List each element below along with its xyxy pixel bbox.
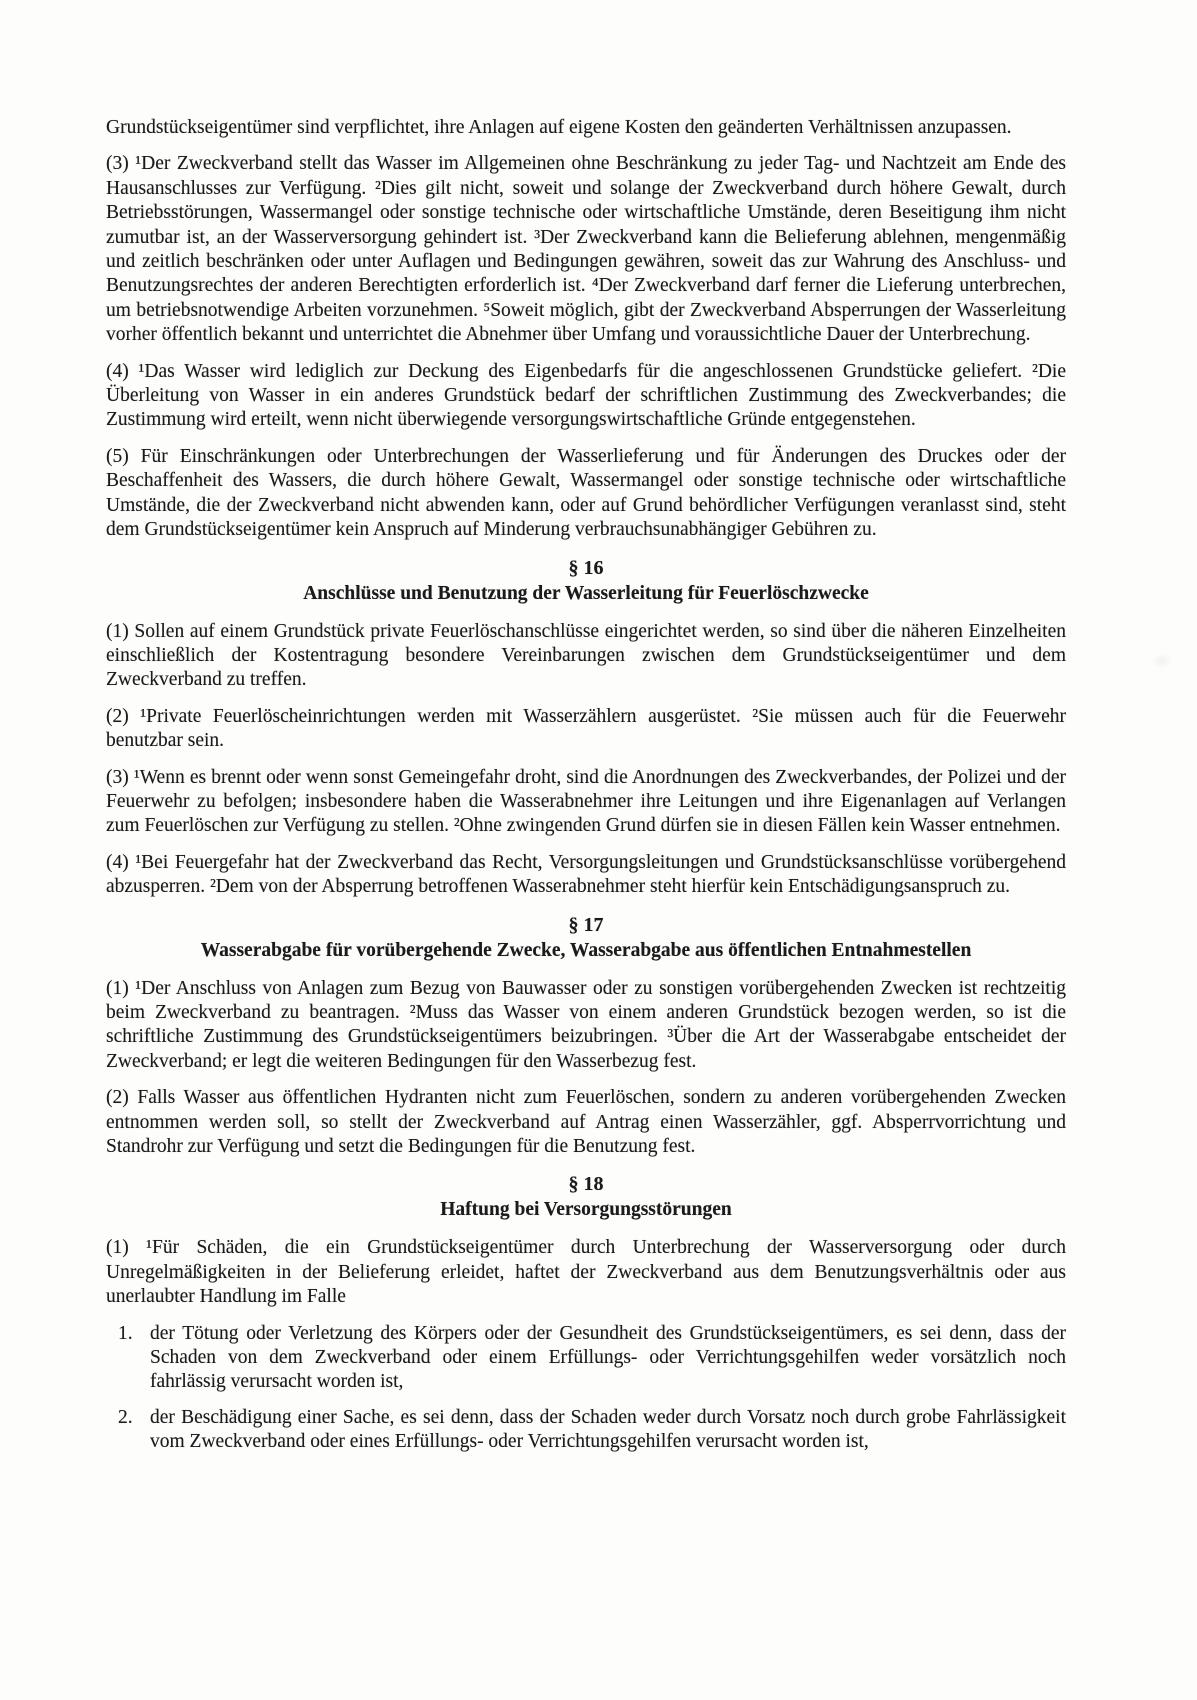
section-18-number: § 18: [568, 1173, 604, 1196]
section-16-paragraph-4: (4) ¹Bei Feuergefahr hat der Zweckverband das Recht, Versorgungsleitungen und Grundstücksanschlüsse vorübergehend abzusperren. ²Dem von der Absperrung betroffenen Wasserabnehmer steht hierfür kein Entschädigungsanspruch zu.: [106, 851, 1066, 898]
section-18-title: Haftung bei Versorgungsstörungen: [440, 1199, 732, 1221]
document-content: [106, 116, 1066, 1466]
list-item-marker: 1.: [118, 1322, 133, 1344]
section-16-paragraph-3: (3) ¹Wenn es brennt oder wenn sonst Gemeingefahr droht, sind die Anordnungen des Zweckverbandes, der Polizei und der Feuerwehr zu befolgen; insbesondere haben die Wasserabnehmer ihre Leitungen und ihre Eigenanlagen auf Verlangen zum Feuerlöschen zur Verfügung zu stellen. ²Ohne zwingenden Grund dürfen sie in diesen Fällen kein Wasser entnehmen.: [106, 766, 1066, 837]
section-17-number: § 17: [568, 913, 604, 936]
section-18-paragraph-1: (1) ¹Für Schäden, die ein Grundstückseigentümer durch Unterbrechung der Wasserversorgung oder durch Unregelmäßigkeiten in der Belieferung erleidet, haftet der Zweckverband aus dem Benutzungsverhältnis oder aus unerlaubter Handlung im Falle: [106, 1237, 1066, 1308]
scan-smudge-artifact: [1148, 650, 1176, 672]
section-16-number: § 16: [568, 556, 604, 579]
section-16-paragraph-1: (1) Sollen auf einem Grundstück private Feuerlöschanschlüsse eingerichtet werden, so sind über die näheren Einzelheiten einschließlich der Kostentragung besondere Vereinbarungen zwischen dem Grundstückseigentümer und dem Zweckverband zu treffen.: [106, 620, 1066, 691]
paragraph-5: (5) Für Einschränkungen oder Unterbrechungen der Wasserlieferung und für Änderungen des Druckes oder der Beschaffenheit des Wassers, die durch höhere Gewalt, Wassermangel oder sonstige technische oder wirtschaftliche Umstände, die der Zweckverband nicht abwenden kann, oder auf Grund behördlicher Verfügungen veranlasst sind, steht dem Grundstückseigentümer kein Anspruch auf Minderung verbrauchsunabhängiger Gebühren zu.: [106, 445, 1066, 541]
paragraph-4: (4) ¹Das Wasser wird lediglich zur Deckung des Eigenbedarfs für die angeschlossenen Grundstücke geliefert. ²Die Überleitung von Wasser in ein anderes Grundstück bedarf der schriftlichen Zustimmung des Zweckverbandes; die Zustimmung wird erteilt, wenn nicht überwiegende versorgungswirtschaftliche Gründe entgegenstehen.: [106, 360, 1066, 431]
section-17-paragraph-1: (1) ¹Der Anschluss von Anlagen zum Bezug von Bauwasser oder zu sonstigen vorübergehenden Zwecken ist rechtzeitig beim Zweckverband zu beantragen. ²Muss das Wasser von einem anderen Grundstück bezogen werden, so ist die schriftliche Zustimmung des Grundstückseigentümers beizubringen. ³Über die Art der Wasserabgabe entscheidet der Zweckverband; er legt die weiteren Bedingungen für den Wasserbezug fest.: [106, 977, 1066, 1072]
section-17-title: Wasserabgabe für vorübergehende Zwecke, Wasserabgabe aus öffentlichen Entnahmestellen: [200, 939, 972, 961]
list-item: [106, 1406, 1066, 1454]
intro-paragraph: Grundstückseigentümer sind verpflichtet, ihre Anlagen auf eigene Kosten den geänderten Verhältnissen anzupassen.: [106, 117, 1012, 138]
section-16-heading: [106, 555, 1066, 607]
section-18-heading: [106, 1171, 1066, 1223]
list-item-text: der Tötung oder Verletzung des Körpers oder der Gesundheit des Grundstückseigentümers, es sei denn, dass der Schaden von dem Zweckverband oder einem Erfüllungs- oder Verrichtungsgehilfen weder vorsätzlich noch fahrlässig verursacht worden ist,: [150, 1322, 1066, 1392]
section-18-numbered-list: [106, 1322, 1066, 1454]
list-item-marker: 2.: [118, 1406, 133, 1428]
section-16-paragraph-2: (2) ¹Private Feuerlöscheinrichtungen werden mit Wasserzählern ausgerüstet. ²Sie müssen auch für die Feuerwehr benutzbar sein.: [106, 705, 1066, 752]
section-17-paragraph-2: (2) Falls Wasser aus öffentlichen Hydranten nicht zum Feuerlöschen, sondern zu anderen vorübergehenden Zwecken entnommen werden soll, so stellt der Zweckverband auf Antrag einen Wasserzähler, ggf. Absperrvorrichtung und Standrohr zur Verfügung und setzt die Bedingungen für die Benutzung fest.: [106, 1087, 1066, 1157]
section-16-title: Anschlüsse und Benutzung der Wasserleitung für Feuerlöschzwecke: [303, 582, 869, 604]
list-item: [106, 1322, 1066, 1394]
paragraph-3: (3) ¹Der Zweckverband stellt das Wasser im Allgemeinen ohne Beschränkung zu jeder Tag- und Nachtzeit am Ende des Hausanschlusses zur Verfügung. ²Dies gilt nicht, soweit und solange der Zweckverband durch höhere Gewalt, durch Betriebsstörungen, Wassermangel oder sonstige technische oder wirtschaftliche Umstände, deren Beseitigung ihm nicht zumutbar ist, an der Wasserversorgung gehindert ist. ³Der Zweckverband kann die Belieferung ablehnen, mengenmäßig und zeitlich beschränken oder unter Auflagen und Bedingungen gewähren, soweit das zur Wahrung des Anschluss- und Benutzungsrechtes der anderen Berechtigten erforderlich ist. ⁴Der Zweckverband darf ferner die Lieferung unterbrechen, um betriebsnotwendige Arbeiten vorzunehmen. ⁵Soweit möglich, gibt der Zweckverband Absperrungen der Wasserleitung vorher öffentlich bekannt und unterrichtet die Abnehmer über Umfang und voraussichtliche Dauer der Unterbrechung.: [106, 153, 1066, 346]
list-item-text: der Beschädigung einer Sache, es sei denn, dass der Schaden weder durch Vorsatz noch durch grobe Fahrlässigkeit vom Zweckverband oder eines Erfüllungs- oder Verrichtungsgehilfen verursacht worden ist,: [150, 1406, 1066, 1452]
section-17-heading: [106, 912, 1066, 964]
